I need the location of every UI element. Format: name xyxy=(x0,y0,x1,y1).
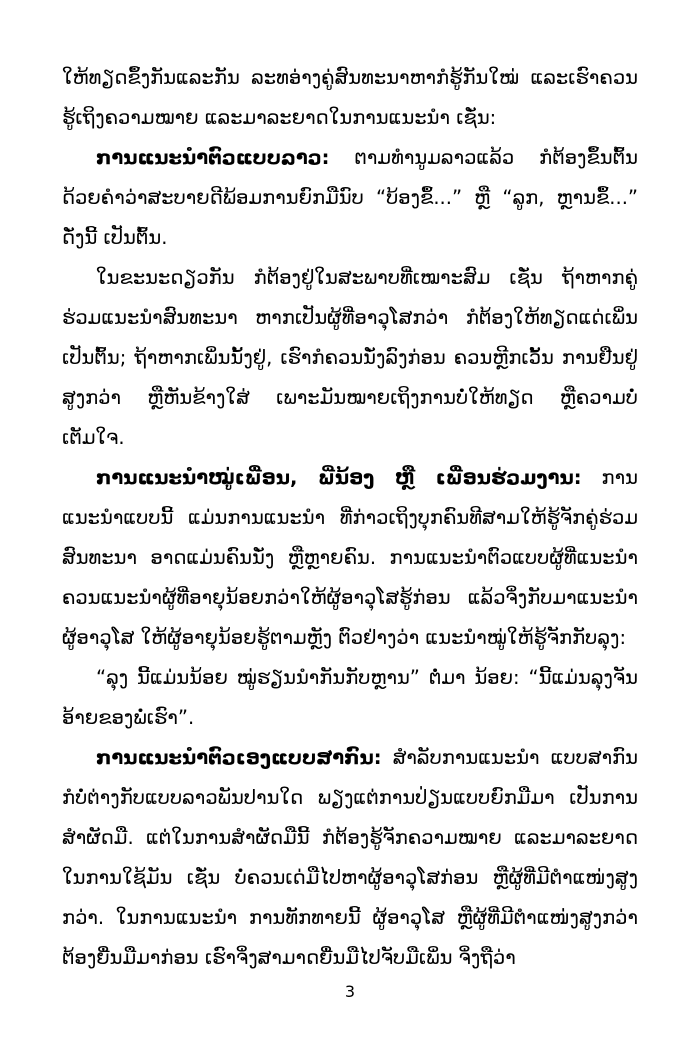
paragraph-text: ໃຫ້ທຽດຂຶ້ງກັນແລະກັນ ລະທອ່າງຄູ່ສົນທະນາຫາກໍຮູ້ກັນໃໝ່ ແລະເຮົາຄວນຮູ້ເຖິງຄວາມໝາຍ ແລະມາລະຍາດໃນການແນະນຳ ເຊັ່ນ: xyxy=(62,66,638,129)
paragraph-lead: ການແນະນຳຕົວເອງແບບສາກົນ: xyxy=(96,746,382,769)
paragraph xyxy=(62,458,638,658)
paragraph xyxy=(62,658,638,738)
paragraph-text: ຕາມທຳນູມລາວແລ້ວ ກໍຕ້ອງຂຶ້ນຕົ້ນດ້ວຍຄຳວ່າສະບາຍດີພ້ອມການຍົກມືນົບ “ບ້ອງຂ້ຶ...” ຫຼື “ລູກ, ຫຼານຂ້ຶ...” ດັ່ງນີ້ ເປັນຕົ້ນ. xyxy=(62,146,638,249)
paragraph-lead: ການແນະນຳຕົວແບບລາວ: xyxy=(96,146,330,169)
paragraph xyxy=(62,58,638,138)
page-number: 3 xyxy=(344,982,356,1001)
paragraph xyxy=(62,738,638,978)
paragraph-text: ສຳລັບການແນະນຳ ແບບສາກົນ ກໍບໍ່ຕ່າງກັບແບບລາວພັນປານໃດ ພຽງແຕ່ການປ່ຽນແບບຍົກມືມາ ເປັນການສຳຜັດມື. ແຕ່ໃນການສຳຜັດມືນີ້ ກໍຕ້ອງຮູ້ຈັກຄວາມໝາຍ ແລະມາລະຍາດໃນການໃຊ້ມັນ ເຊັ່ນ ບໍ່ຄວນເດ່ມືໄປຫາຜູ້ອາວຸໂສກ່ອນ ຫຼືຜູ້ທີ່ມີຕຳແໜ່ງສູງກວ່າ. ໃນການແນະນຳ ການທັກທາຍນີ້ ຜູ້ອາວຸໂສ ຫຼືຜູ້ທີ່ມີຕຳແໜ່ງສູງກວ່າ ຕ້ອງຍື່ນມືມາກ່ອນ ເຮົາຈິ່ງສາມາດຍື່ນມືໄປຈັບມືເພິ່ນ ຈິ່ງຖືວ່າ xyxy=(62,746,638,969)
page-body xyxy=(62,58,638,978)
paragraph-lead: ການແນະນຳໝູ່ເພື່ອນ, ພີ່ນ້ອງ ຫຼື ເພື່ອນຮ່ວມງານ: xyxy=(96,466,582,489)
paragraph-text: “ລຸງ ນີ້ແມ່ນນ້ອຍ ໝູ່ຮຽນນຳກັນກັບຫຼານ” ຕໍ່ມາ ນ້ອຍ: “ນີ້ແມ່ນລຸງຈັນ ອ້າຍຂອງພໍ່ເຮົາ”. xyxy=(62,666,638,729)
paragraph-text: ໃນຂະນະດຽວກັນ ກໍຕ້ອງຢູ່ໃນສະພາບທີ່ເໝາະສົມ ເຊັ່ນ ຖ້າຫາກຄູ່ຮ່ວມແນະນຳສົນທະນາ ຫາກເປັນຜູ້ທີ່ອາວຸໂສກວ່າ ກໍຕ້ອງໃຫ້ທຽດແດ່ເພິ່ນ ເປັນຕົ້ນ; ຖ້າຫາກເພິ່ນນັ້ງຢູ່, ເຮົາກໍຄວນນັ່ງລົງກ່ອນ ຄວນຫຼີກເວັ້ນ ການຢືນຢູ່ສູງກວ່າ ຫຼືຫັນຂ້າງໃສ່ ເພາະມັນໝາຍເຖິງການບໍ່ໃຫ້ທຽດ ຫຼືຄວາມບໍ່ເຕັມໃຈ. xyxy=(62,266,638,449)
paragraph-text: ການແນະນຳແບບນີ້ ແມ່ນການແນະນຳ ທີ່ກ່າວເຖິງບຸກຄົນທີສາມໃຫ້ຮູ້ຈັກຄູ່ຮ່ວມສົນທະນາ ອາດແມ່ນຄົນນັ່ງ ຫຼືຫຼາຍຄົນ. ການແນະນຳຕົວແບບຜູ້ທີ່ແນະນຳ ຄວນແນະນຳຜູ້ທີ່ອາຍຸນ້ອຍກວ່າໃຫ້ຜູ້ອາວຸໂສຮູ້ກ່ອນ ແລ້ວຈິ່ງກັບມາແນະນຳຜູ້ອາວຸໂສ ໃຫ້ຜູ້ອາຍຸນ້ອຍຮູ້ຕາມຫຼັງ ຕົວຢ່າງວ່າ ແນະນຳໝູ່ໃຫ້ຮູ້ຈັກກັບລຸງ: xyxy=(62,466,638,649)
paragraph xyxy=(62,138,638,258)
paragraph xyxy=(62,258,638,458)
